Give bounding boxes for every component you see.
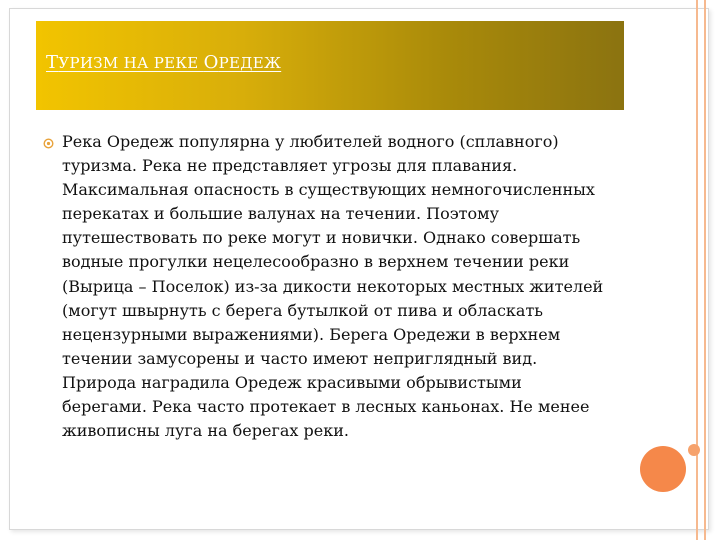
slide-title — [46, 52, 281, 73]
decorative-vertical-line — [696, 0, 698, 540]
body-line: водные прогулки нецелесообразно в верхнем течении реки — [62, 252, 570, 272]
body-line: туризма. Река не представляет угрозы для плавания. — [62, 156, 518, 176]
title-text-part: РЕДЕЖ — [218, 54, 282, 72]
slide-body-text — [62, 130, 692, 443]
body-line: Природа наградила Оредеж красивыми обрывистыми — [62, 372, 522, 392]
body-line: (могут швырнуть с берега бутылкой от пива и обласкать — [62, 300, 543, 320]
circle-bullet-icon — [43, 138, 54, 149]
body-line: путешествовать по реке могут и новички. Однако совершать — [62, 228, 581, 248]
body-line: живописны луга на берегах реки. — [62, 421, 349, 441]
title-text-part: УРИЗМ НА РЕКЕ — [58, 54, 204, 72]
body-line: Максимальная опасность в существующих немногочисленных — [62, 180, 595, 200]
title-initial: Т — [46, 52, 59, 73]
body-line: (Вырица – Поселок) из-за дикости некоторых местных жителей — [62, 276, 604, 296]
title-initial: О — [203, 52, 219, 73]
body-line: нецензурными выражениями). Берега Оредежи в верхнем — [62, 324, 561, 344]
decorative-circle-small — [688, 444, 700, 456]
body-line: Река Оредеж популярна у любителей водного (сплавного) — [62, 132, 559, 151]
body-line: течении замусорены и часто имеют неприглядный вид. — [62, 348, 538, 368]
decorative-vertical-line — [704, 0, 706, 540]
body-line: перекатах и большие валунах на течении. Поэтому — [62, 204, 500, 224]
decorative-circle-large — [640, 446, 686, 492]
body-line: берегами. Река часто протекает в лесных каньонах. Не менее — [62, 397, 590, 417]
